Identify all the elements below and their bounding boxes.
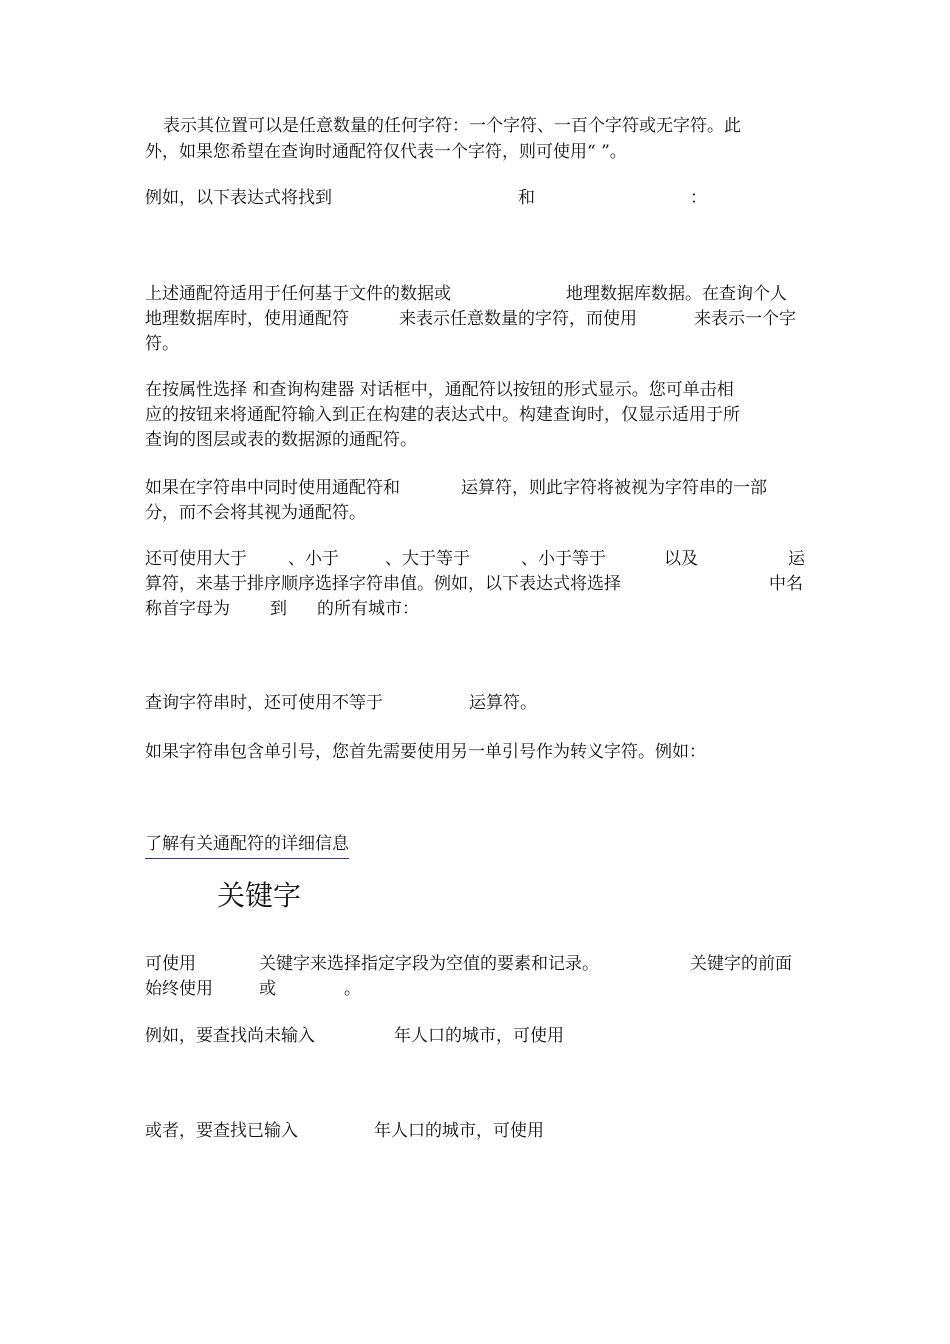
p7-text-b: 运算符。 <box>469 693 537 713</box>
keywords-heading: 关键字 <box>217 879 302 912</box>
k1-line2-a: 始终使用 <box>145 979 213 999</box>
k1-line2-c: 。 <box>344 979 361 999</box>
p3-line2-a: 地理数据库时，使用通配符 <box>145 309 349 329</box>
p3-line2-c: 来表示一个字 <box>694 309 796 329</box>
k1-line1-c: 关键字的前面 <box>690 954 792 974</box>
p2-text-c: ： <box>690 188 707 208</box>
p6-line2-a: 算符，来基于排序顺序选择字符串值。例如，以下表达式将选择 <box>145 574 621 594</box>
p6-line1-c: 、大于等于 <box>385 549 470 569</box>
p1-line2: 外，如果您希望在查询时通配符仅代表一个字符，则可使用“ ”。 <box>145 142 627 162</box>
p6-line1-e: 以及 <box>664 549 698 569</box>
p1-line1: 表示其位置可以是任意数量的任何字符：一个字符、一百个字符或无字符。此 <box>163 116 741 136</box>
p4-line2: 应的按钮来将通配符输入到正在构建的表达式中。构建查询时，仅显示适用于所 <box>145 405 740 425</box>
k1-line1-b: 关键字来选择指定字段为空值的要素和记录。 <box>259 954 599 974</box>
k1-line2-b: 或 <box>259 979 276 999</box>
p3-line3: 符。 <box>145 334 179 354</box>
k3-text-b: 年人口的城市，可使用 <box>374 1121 544 1141</box>
p6-line3-b: 到 <box>270 599 287 619</box>
p2-text-b: 和 <box>518 188 535 208</box>
p6-line3-a: 称首字母为 <box>145 599 230 619</box>
p6-line1-a: 还可使用大于 <box>145 549 247 569</box>
p4-line3: 查询的图层或表的数据源的通配符。 <box>145 430 417 450</box>
p6-line1-b: 、小于 <box>288 549 339 569</box>
k2-text-b: 年人口的城市，可使用 <box>394 1026 564 1046</box>
p3-line2-b: 来表示任意数量的字符，而使用 <box>399 309 637 329</box>
p6-line2-b: 中名 <box>769 574 803 594</box>
p2-text-a: 例如，以下表达式将找到 <box>145 188 332 208</box>
p4-line1: 在按属性选择 和查询构建器 对话框中，通配符以按钮的形式显示。您可单击相 <box>145 380 734 400</box>
p5-line1-a: 如果在字符串中同时使用通配符和 <box>145 478 400 498</box>
p3-line1-b: 地理数据库数据。在查询个人 <box>566 284 787 304</box>
p7-text-a: 查询字符串时，还可使用不等于 <box>145 693 383 713</box>
p6-line1-d: 、小于等于 <box>521 549 606 569</box>
p5-line1-b: 运算符，则此字符将被视为字符串的一部 <box>461 478 767 498</box>
p6-line3-c: 的所有城市： <box>317 599 419 619</box>
p8-text: 如果字符串包含单引号，您首先需要使用另一单引号作为转义字符。例如： <box>145 742 706 762</box>
k2-text-a: 例如，要查找尚未输入 <box>145 1026 315 1046</box>
k1-line1-a: 可使用 <box>145 954 196 974</box>
wildcards-details-link[interactable]: 了解有关通配符的详细信息 <box>145 832 349 859</box>
p5-line2: 分，而不会将其视为通配符。 <box>145 503 366 523</box>
p6-line1-f: 运 <box>788 549 805 569</box>
p3-line1-a: 上述通配符适用于任何基于文件的数据或 <box>145 284 451 304</box>
k3-text-a: 或者，要查找已输入 <box>145 1121 298 1141</box>
